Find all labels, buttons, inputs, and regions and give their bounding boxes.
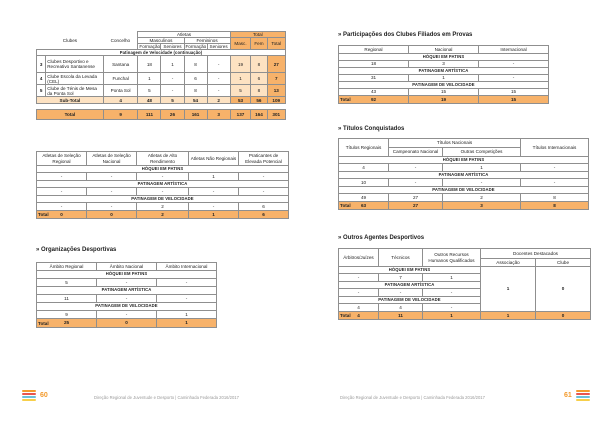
- table-row: [339, 194, 589, 202]
- table-row: [339, 61, 549, 68]
- cell: -: [189, 188, 239, 196]
- header-fem: Fem: [251, 38, 267, 50]
- row-cell: 27: [267, 56, 286, 73]
- header-outras: Outras Competições: [443, 148, 521, 157]
- row-cell: 7: [267, 73, 286, 85]
- cell: -: [423, 304, 481, 312]
- cell: -: [97, 279, 157, 287]
- grand-total-cell: 164: [251, 110, 267, 120]
- total-label: Total: [340, 203, 351, 208]
- header-ambito-internacional: Âmbito Internacional: [157, 263, 217, 271]
- cell: 31: [339, 75, 409, 82]
- total-value: 63: [360, 202, 367, 208]
- header-alto-rendimento: Atletas de Alto Rendimento: [137, 152, 189, 166]
- orgs-table: [36, 262, 217, 328]
- header-elevada-potencial: Praticantes de Elevada Potencial: [239, 152, 289, 166]
- cell: -: [157, 295, 217, 303]
- section-title: Patinagem de Velocidade (continuação): [37, 50, 286, 56]
- total-row: [37, 319, 217, 328]
- cell: -: [379, 289, 423, 297]
- header-clubes: Clubes: [62, 37, 78, 43]
- total-value: 0: [536, 312, 591, 320]
- header-formacao-f: Formação: [185, 44, 207, 50]
- table-row: [37, 73, 286, 85]
- cell: -: [37, 203, 87, 211]
- cell: -: [239, 173, 289, 181]
- table-row: [37, 173, 289, 181]
- header-titulos-nacionais: Títulos Nacionais: [389, 139, 521, 148]
- header-sel-nacional: Atletas de Seleção Nacional: [87, 152, 137, 166]
- row-cell: 13: [267, 85, 286, 97]
- docentes-associacao-value: 1: [481, 267, 536, 312]
- row-cell: 8: [251, 56, 267, 73]
- footer-text: Direção Regional de Juventude e Desporto | Caminhada Federada 2016/2017: [94, 395, 239, 400]
- row-cell: 1: [230, 73, 251, 85]
- total-value: 27: [389, 202, 443, 210]
- total-cell: [37, 211, 87, 219]
- grand-total-cell: 111: [138, 110, 161, 120]
- table-row: [37, 311, 217, 319]
- total-value: 11: [379, 312, 423, 320]
- row-cell: 8: [251, 85, 267, 97]
- table-row: [339, 75, 549, 82]
- row-club: Clubes Desportivo e Recreativo Santanense: [46, 56, 104, 73]
- cell: -: [87, 203, 137, 211]
- section-artistica: PATINAGEM ARTÍSTICA: [339, 68, 549, 75]
- header-seniores-f: Seniores: [207, 44, 230, 50]
- stripes-logo-icon: [22, 390, 36, 402]
- total-value: 2: [137, 211, 189, 219]
- header-campeonato: Campeonato Nacional: [389, 148, 443, 157]
- row-cell: 8: [184, 56, 207, 73]
- orgs-title: » Organizações Desportivas: [36, 247, 117, 253]
- row-cell: 1: [161, 56, 184, 73]
- grand-total-label: Total: [37, 110, 104, 120]
- subtotal-cell: 109: [267, 97, 286, 104]
- athletes-table: [36, 31, 286, 120]
- cell: 1: [409, 75, 479, 82]
- cell: -: [37, 173, 87, 181]
- cell: -: [137, 188, 189, 196]
- header-docentes: Docentes Destacados: [481, 249, 591, 259]
- cell: 2: [137, 203, 189, 211]
- agents-title: » Outros Agentes Desportivos: [338, 235, 425, 241]
- subtotal-cell: 2: [207, 97, 230, 104]
- section-hoquei: HÓQUEI EM PATINS: [339, 54, 549, 61]
- row-club: Clube de Ténis de Mesa da Ponta Sol: [46, 85, 104, 97]
- cell: 1: [443, 164, 521, 172]
- header-outros-recursos: Outros Recursos Humanos Qualificados: [423, 249, 481, 267]
- cell: -: [389, 179, 443, 187]
- cell: -: [189, 203, 239, 211]
- header-nao-regionais: Atletas Não Regionais: [189, 152, 239, 166]
- section-hoquei: HÓQUEI EM PATINS: [339, 157, 589, 164]
- header-masc: Masc.: [230, 38, 251, 50]
- subtotal-cell: 5: [161, 97, 184, 104]
- participations-table: [338, 45, 549, 104]
- total-value: 1: [189, 211, 239, 219]
- cell: 1: [423, 274, 481, 282]
- cell: 43: [339, 89, 409, 96]
- row-cell: 6: [184, 73, 207, 85]
- total-value: 15: [479, 96, 549, 104]
- total-value: 6: [239, 211, 289, 219]
- total-row: [339, 312, 591, 320]
- grand-total-cell: 26: [161, 110, 184, 120]
- subtotal-cell: 48: [138, 97, 161, 104]
- agents-table: [338, 248, 591, 320]
- total-label: Total: [38, 212, 49, 217]
- docentes-clube-value: 0: [536, 267, 591, 312]
- header-total-group: Total: [230, 32, 285, 38]
- header-masculinos: Masculinos: [138, 38, 184, 44]
- cell: -: [423, 289, 481, 297]
- cell: 4: [379, 304, 423, 312]
- row-cell: -: [207, 56, 230, 73]
- cell: 4: [339, 304, 379, 312]
- cell: -: [137, 173, 189, 181]
- selection-table: [36, 151, 289, 219]
- cell: 6: [239, 203, 289, 211]
- section-artistica: PATINAGEM ARTÍSTICA: [37, 181, 289, 188]
- row-concelho: Santana: [103, 56, 138, 73]
- header-clube: Clube: [536, 259, 591, 267]
- titles-title: » Títulos Conquistados: [338, 126, 405, 132]
- header-titulos-regionais: Títulos Regionais: [339, 139, 389, 157]
- cell: 49: [339, 194, 389, 202]
- cell: -: [521, 179, 589, 187]
- row-num: 5: [37, 85, 46, 97]
- row-cell: 5: [138, 85, 161, 97]
- header-atletas: Atletas: [138, 32, 230, 38]
- header-formacao-m: Formação: [139, 44, 161, 50]
- total-value: 1: [481, 312, 536, 320]
- titles-table: [338, 138, 589, 210]
- total-value: 1: [423, 312, 481, 320]
- total-value: 19: [409, 96, 479, 104]
- subtotal-cell: 56: [251, 97, 267, 104]
- total-value: 3: [443, 202, 521, 210]
- cell: -: [157, 279, 217, 287]
- section-artistica: PATINAGEM ARTÍSTICA: [37, 287, 217, 295]
- section-artistica: PATINAGEM ARTÍSTICA: [339, 172, 589, 179]
- cell: -: [389, 164, 443, 172]
- total-cell: [339, 96, 409, 104]
- section-velocidade: PATINAGEM DE VELOCIDADE: [339, 187, 589, 194]
- table-row: [339, 179, 589, 187]
- cell: 5: [37, 279, 97, 287]
- row-cell: 1: [138, 73, 161, 85]
- total-value: 92: [370, 96, 377, 102]
- section-velocidade: PATINAGEM DE VELOCIDADE: [339, 82, 549, 89]
- header-nacional: Nacional: [409, 46, 479, 54]
- header-sel-regional: Atletas de Seleção Regional: [37, 152, 87, 166]
- total-value: 0: [87, 211, 137, 219]
- row-cell: 18: [138, 56, 161, 73]
- cell: 9: [37, 311, 97, 319]
- header-ambito-regional: Âmbito Regional: [37, 263, 97, 271]
- total-value: 25: [63, 320, 70, 326]
- page-number: 60: [40, 392, 48, 399]
- cell: -: [97, 311, 157, 319]
- cell: 10: [339, 179, 389, 187]
- total-label: Total: [340, 97, 351, 102]
- table-row: [37, 295, 217, 303]
- cell: -: [521, 164, 589, 172]
- table-row: [37, 56, 286, 73]
- total-label: Total: [38, 321, 49, 326]
- grand-total-cell: 161: [184, 110, 207, 120]
- cell: -: [479, 61, 549, 68]
- cell: 4: [339, 164, 389, 172]
- row-cell: 6: [251, 73, 267, 85]
- footer-text: Direção Regional de Juventude e Desporto | Caminhada Federada 2016/2017: [340, 395, 485, 400]
- cell: -: [339, 289, 379, 297]
- header-internacional: Internacional: [479, 46, 549, 54]
- header-ambito-nacional: Âmbito Nacional: [97, 263, 157, 271]
- cell: -: [443, 179, 521, 187]
- subtotal-cell: 53: [230, 97, 251, 104]
- row-cell: 19: [230, 56, 251, 73]
- total-label: Total: [340, 313, 351, 318]
- total-row: [37, 211, 289, 219]
- total-value: 1: [157, 319, 217, 328]
- row-cell: -: [161, 73, 184, 85]
- total-row: [339, 202, 589, 210]
- total-cell: [339, 202, 389, 210]
- total-value: 4: [357, 312, 360, 318]
- cell: -: [339, 274, 379, 282]
- total-row: [339, 96, 549, 104]
- table-row: [339, 89, 549, 96]
- subtotal-row: [37, 97, 286, 104]
- row-concelho: Funchal: [103, 73, 138, 85]
- row-cell: -: [207, 73, 230, 85]
- cell: 1: [157, 311, 217, 319]
- subtotal-cell: 4: [103, 97, 138, 104]
- header-associacao: Associação: [481, 259, 536, 267]
- section-hoquei: HÓQUEI EM PATINS: [339, 267, 481, 274]
- stripes-logo-icon: [576, 390, 590, 402]
- section-velocidade: PATINAGEM DE VELOCIDADE: [37, 303, 217, 311]
- cell: 2: [443, 194, 521, 202]
- grand-total-cell: 137: [230, 110, 251, 120]
- right-page: [300, 0, 600, 424]
- table-row: [37, 85, 286, 97]
- total-cell: [37, 319, 97, 328]
- total-value: 8: [521, 202, 589, 210]
- grand-total-row: [37, 110, 286, 120]
- cell: -: [87, 188, 137, 196]
- cell: -: [87, 173, 137, 181]
- total-cell: [339, 312, 379, 320]
- subtotal-label: Sub-Total: [37, 97, 104, 104]
- section-velocidade: PATINAGEM DE VELOCIDADE: [37, 196, 289, 203]
- grand-total-cell: 9: [103, 110, 138, 120]
- header-femininos: Femininos: [184, 38, 230, 44]
- row-cell: -: [207, 85, 230, 97]
- section-hoquei: HÓQUEI EM PATINS: [37, 166, 289, 173]
- row-club: Clube Escola da Levada (CEL): [46, 73, 104, 85]
- section-hoquei: HÓQUEI EM PATINS: [37, 271, 217, 279]
- participations-title: » Participações dos Clubes Filiados em Provas: [338, 32, 473, 38]
- header-tecnicos: Técnicos: [379, 249, 423, 267]
- cell: 7: [379, 274, 423, 282]
- grand-total-cell: 3: [207, 110, 230, 120]
- table-row: [37, 279, 217, 287]
- cell: 27: [389, 194, 443, 202]
- table-row: [339, 164, 589, 172]
- header-total: Total: [267, 38, 286, 50]
- row-num: 4: [37, 73, 46, 85]
- subtotal-cell: 54: [184, 97, 207, 104]
- row-cell: 5: [230, 85, 251, 97]
- cell: 15: [409, 89, 479, 96]
- cell: -: [37, 188, 87, 196]
- cell: 8: [521, 194, 589, 202]
- cell: 11: [37, 295, 97, 303]
- section-artistica: PATINAGEM ARTÍSTICA: [339, 282, 481, 289]
- row-concelho: Ponta Sol: [103, 85, 138, 97]
- total-value: 0: [60, 211, 63, 217]
- section-velocidade: PATINAGEM DE VELOCIDADE: [339, 297, 481, 304]
- cell: 18: [339, 61, 409, 68]
- cell: -: [239, 188, 289, 196]
- cell: -: [479, 75, 549, 82]
- total-value: 0: [97, 319, 157, 328]
- cell: -: [97, 295, 157, 303]
- cell: 1: [189, 173, 239, 181]
- header-concelho: Concelho: [110, 37, 131, 43]
- table-row: [37, 188, 289, 196]
- cell: 15: [479, 89, 549, 96]
- row-num: 3: [37, 56, 46, 73]
- header-seniores-m: Seniores: [161, 44, 184, 50]
- row-cell: 8: [184, 85, 207, 97]
- header-titulos-internacionais: Títulos Internacionais: [521, 139, 589, 157]
- page-number: 61: [564, 392, 572, 399]
- cell: 3: [409, 61, 479, 68]
- header-arbitros: Árbitros/Juízes: [339, 249, 379, 267]
- grand-total-cell: 301: [267, 110, 286, 120]
- row-cell: -: [161, 85, 184, 97]
- table-row: [37, 203, 289, 211]
- header-regional: Regional: [339, 46, 409, 54]
